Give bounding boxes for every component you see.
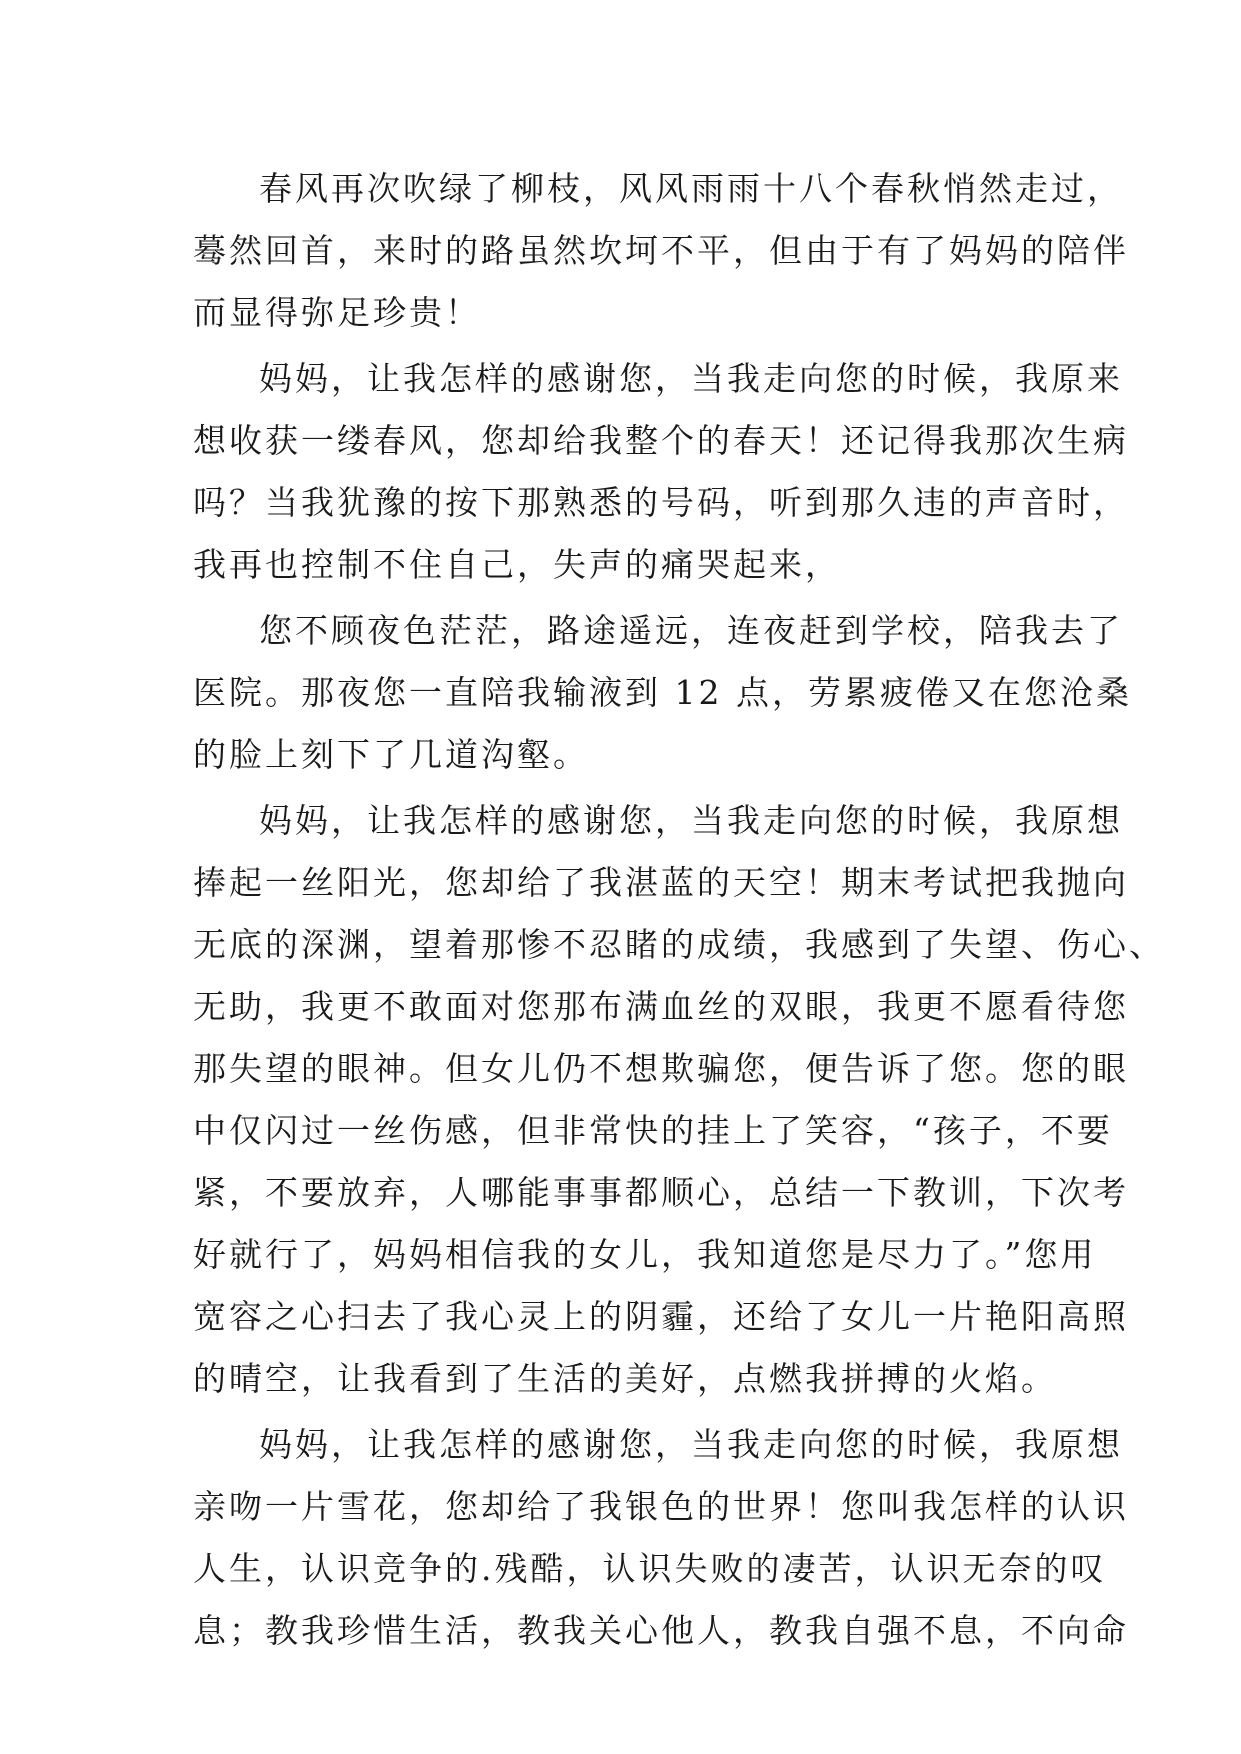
paragraph-line: 想收获一缕春风，您却给我整个的春天！还记得我那次生病 (193, 421, 1129, 460)
paragraph-line: 医院。那夜您一直陪我输液到 12 点，劳累疲倦又在您沧桑 (193, 673, 1132, 712)
paragraph-3 (193, 600, 1132, 786)
paragraph-line: 好就行了，妈妈相信我的女儿，我知道您是尽力了。”您用 (193, 1235, 1097, 1274)
paragraph-line: 您不顾夜色茫茫，路途遥远，连夜赶到学校，陪我去了 (259, 611, 1123, 650)
paragraph-line: 息；教我珍惜生活，教我关心他人，教我自强不息，不向命 (193, 1611, 1129, 1650)
paragraph-line: 妈妈，让我怎样的感谢您，当我走向您的时候，我原来 (259, 359, 1123, 398)
paragraph-line: 我再也控制不住自己，失声的痛哭起来， (193, 545, 841, 584)
paragraph-line: 宽容之心扫去了我心灵上的阴霾，还给了女儿一片艳阳高照 (193, 1297, 1129, 1336)
paragraph-1 (193, 158, 1129, 344)
paragraph-2 (193, 348, 1129, 596)
document-body (193, 158, 1165, 1662)
paragraph-line: 那失望的眼神。但女儿仍不想欺骗您，便告诉了您。您的眼 (193, 1049, 1129, 1088)
paragraph-line: 紧，不要放弃，人哪能事事都顺心，总结一下教训，下次考 (193, 1173, 1129, 1212)
paragraph-line: 蓦然回首，来时的路虽然坎坷不平，但由于有了妈妈的陪伴 (193, 231, 1129, 270)
paragraph-line: 中仅闪过一丝伤感，但非常快的挂上了笑容，“孩子，不要 (193, 1111, 1113, 1150)
paragraph-line: 而显得弥足珍贵！ (193, 293, 481, 332)
paragraph-line: 人生，认识竞争的.残酷，认识失败的凄苦，认识无奈的叹 (193, 1549, 1107, 1588)
paragraph-line: 亲吻一片雪花，您却给了我银色的世界！您叫我怎样的认识 (193, 1487, 1129, 1526)
paragraph-line: 无底的深渊，望着那惨不忍睹的成绩，我感到了失望、伤心、 (193, 925, 1165, 964)
paragraph-4 (193, 790, 1165, 1410)
paragraph-line: 无助，我更不敢面对您那布满血丝的双眼，我更不愿看待您 (193, 987, 1129, 1026)
paragraph-line: 妈妈，让我怎样的感谢您，当我走向您的时候，我原想 (259, 1425, 1123, 1464)
paragraph-line: 妈妈，让我怎样的感谢您，当我走向您的时候，我原想 (259, 801, 1123, 840)
paragraph-line: 的晴空，让我看到了生活的美好，点燃我拼搏的火焰。 (193, 1359, 1057, 1398)
paragraph-5 (193, 1414, 1129, 1662)
paragraph-line: 捧起一丝阳光，您却给了我湛蓝的天空！期末考试把我抛向 (193, 863, 1129, 902)
paragraph-line: 吗？当我犹豫的按下那熟悉的号码，听到那久违的声音时， (193, 483, 1129, 522)
paragraph-line: 的脸上刻下了几道沟壑。 (193, 735, 589, 774)
paragraph-line: 春风再次吹绿了柳枝，风风雨雨十八个春秋悄然走过， (259, 169, 1123, 208)
